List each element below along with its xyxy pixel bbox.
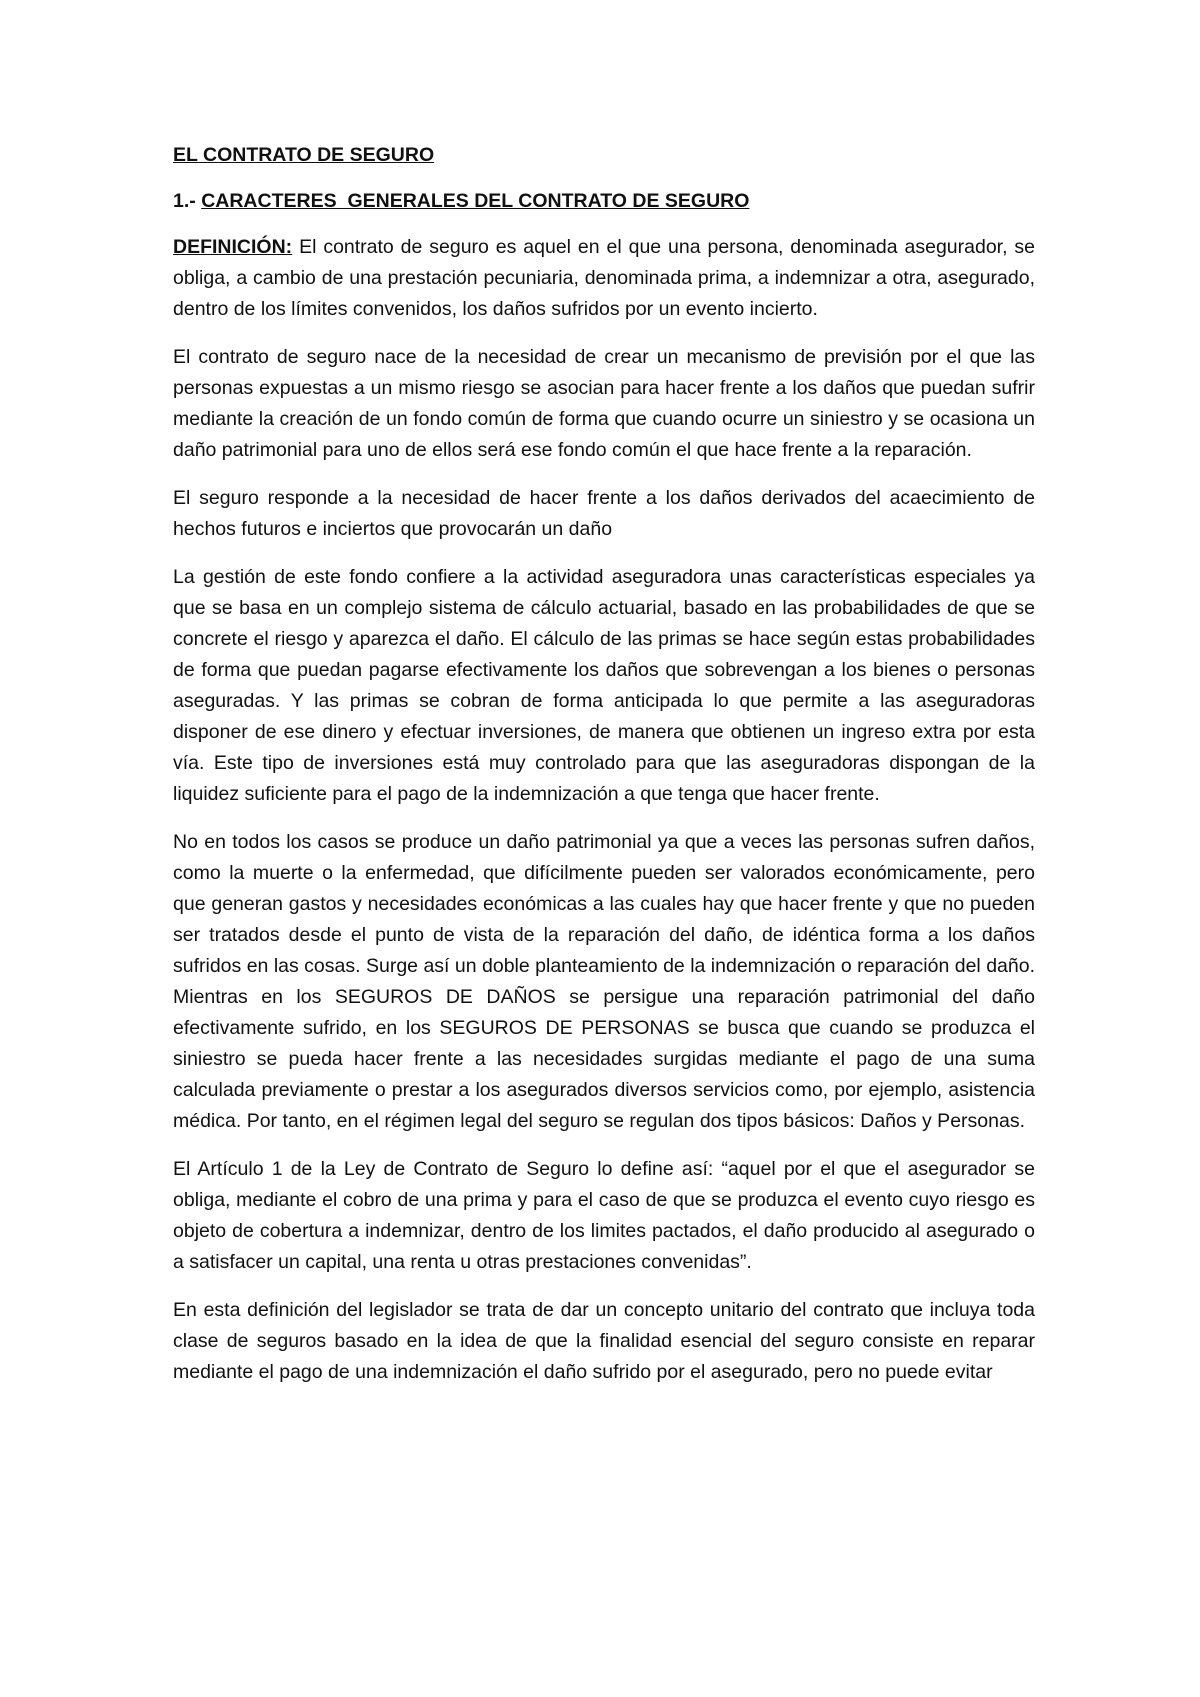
definition-label: DEFINICIÓN: — [173, 236, 293, 258]
section-heading — [173, 186, 1035, 217]
paragraph-purpose: El seguro responde a la necesidad de hacer frente a los daños derivados del acaecimiento de hechos futuros e inciertos que provocarán un daño — [173, 487, 1035, 540]
definition-text: El contrato de seguro es aquel en el que una persona, denominada asegurador, se obliga, a cambio de una prestación pecuniaria, denominada prima, a indemnizar a otra, asegurado, dentro de los límites convenidos, los daños sufridos por un evento incierto. — [173, 236, 1035, 320]
paragraph-damage-types: No en todos los casos se produce un daño patrimonial ya que a veces las personas sufren daños, como la muerte o la enfermedad, que difícilmente pueden ser valorados económicamente, pero que generan gastos y necesidades económicas a las cuales hay que hacer frente y que no pueden ser tratados desde el punto de vista de la reparación del daño, de idéntica forma a los daños sufridos en las cosas. Surge así un doble planteamiento de la indemnización o reparación del daño. Mientras en los SEGUROS DE DAÑOS se persigue una reparación patrimonial del daño efectivamente sufrido, en los SEGUROS DE PERSONAS se busca que cuando se produzca el siniestro se pueda hacer frente a las necesidades surgidas mediante el pago de una suma calculada previamente o prestar a los asegurados diversos servicios como, por ejemplo, asistencia médica. Por tanto, en el régimen legal del seguro se regulan dos tipos básicos: Daños y Personas. — [173, 831, 1035, 1132]
document-page — [173, 140, 1035, 1405]
section-number: 1.- — [173, 190, 202, 212]
document-title-text: EL CONTRATO DE SEGURO — [173, 144, 435, 166]
paragraph-origin: El contrato de seguro nace de la necesidad de crear un mecanismo de previsión por el que las personas expuestas a un mismo riesgo se asocian para hacer frente a los daños que puedan sufrir mediante la creación de un fondo común de forma que cuando ocurre un siniestro y se ocasiona un daño patrimonial para uno de ellos será ese fondo común el que hace frente a la reparación. — [173, 346, 1035, 461]
section-title: CARACTERES GENERALES DEL CONTRATO DE SEGURO — [201, 190, 750, 212]
paragraph-article-1: El Artículo 1 de la Ley de Contrato de Seguro lo define así: “aquel por el que el asegurador se obliga, mediante el cobro de una prima y para el caso de que se produzca el evento cuyo riesgo es objeto de cobertura a indemnizar, dentro de los limites pactados, el daño producido al asegurado o a satisfacer un capital, una renta u otras prestaciones convenidas”. — [173, 1158, 1035, 1273]
paragraph-fund-management: La gestión de este fondo confiere a la actividad aseguradora unas características especiales ya que se basa en un complejo sistema de cálculo actuarial, basado en las probabilidades de que se concrete el riesgo y aparezca el daño. El cálculo de las primas se hace según estas probabilidades de forma que puedan pagarse efectivamente los daños que sobrevengan a los bienes o personas aseguradas. Y las primas se cobran de forma anticipada lo que permite a las aseguradoras disponer de ese dinero y efectuar inversiones, de manera que obtienen un ingreso extra por esta vía. Este tipo de inversiones está muy controlado para que las aseguradoras dispongan de la liquidez suficiente para el pago de la indemnización a que tenga que hacer frente. — [173, 566, 1035, 805]
document-title — [173, 140, 1035, 171]
paragraph-legislator-definition: En esta definición del legislador se trata de dar un concepto unitario del contrato que incluya toda clase de seguros basado en la idea de que la finalidad esencial del seguro consiste en reparar mediante el pago de una indemnización el daño sufrido por el asegurado, pero no puede evitar — [173, 1299, 1035, 1383]
definition-paragraph — [173, 232, 1035, 325]
